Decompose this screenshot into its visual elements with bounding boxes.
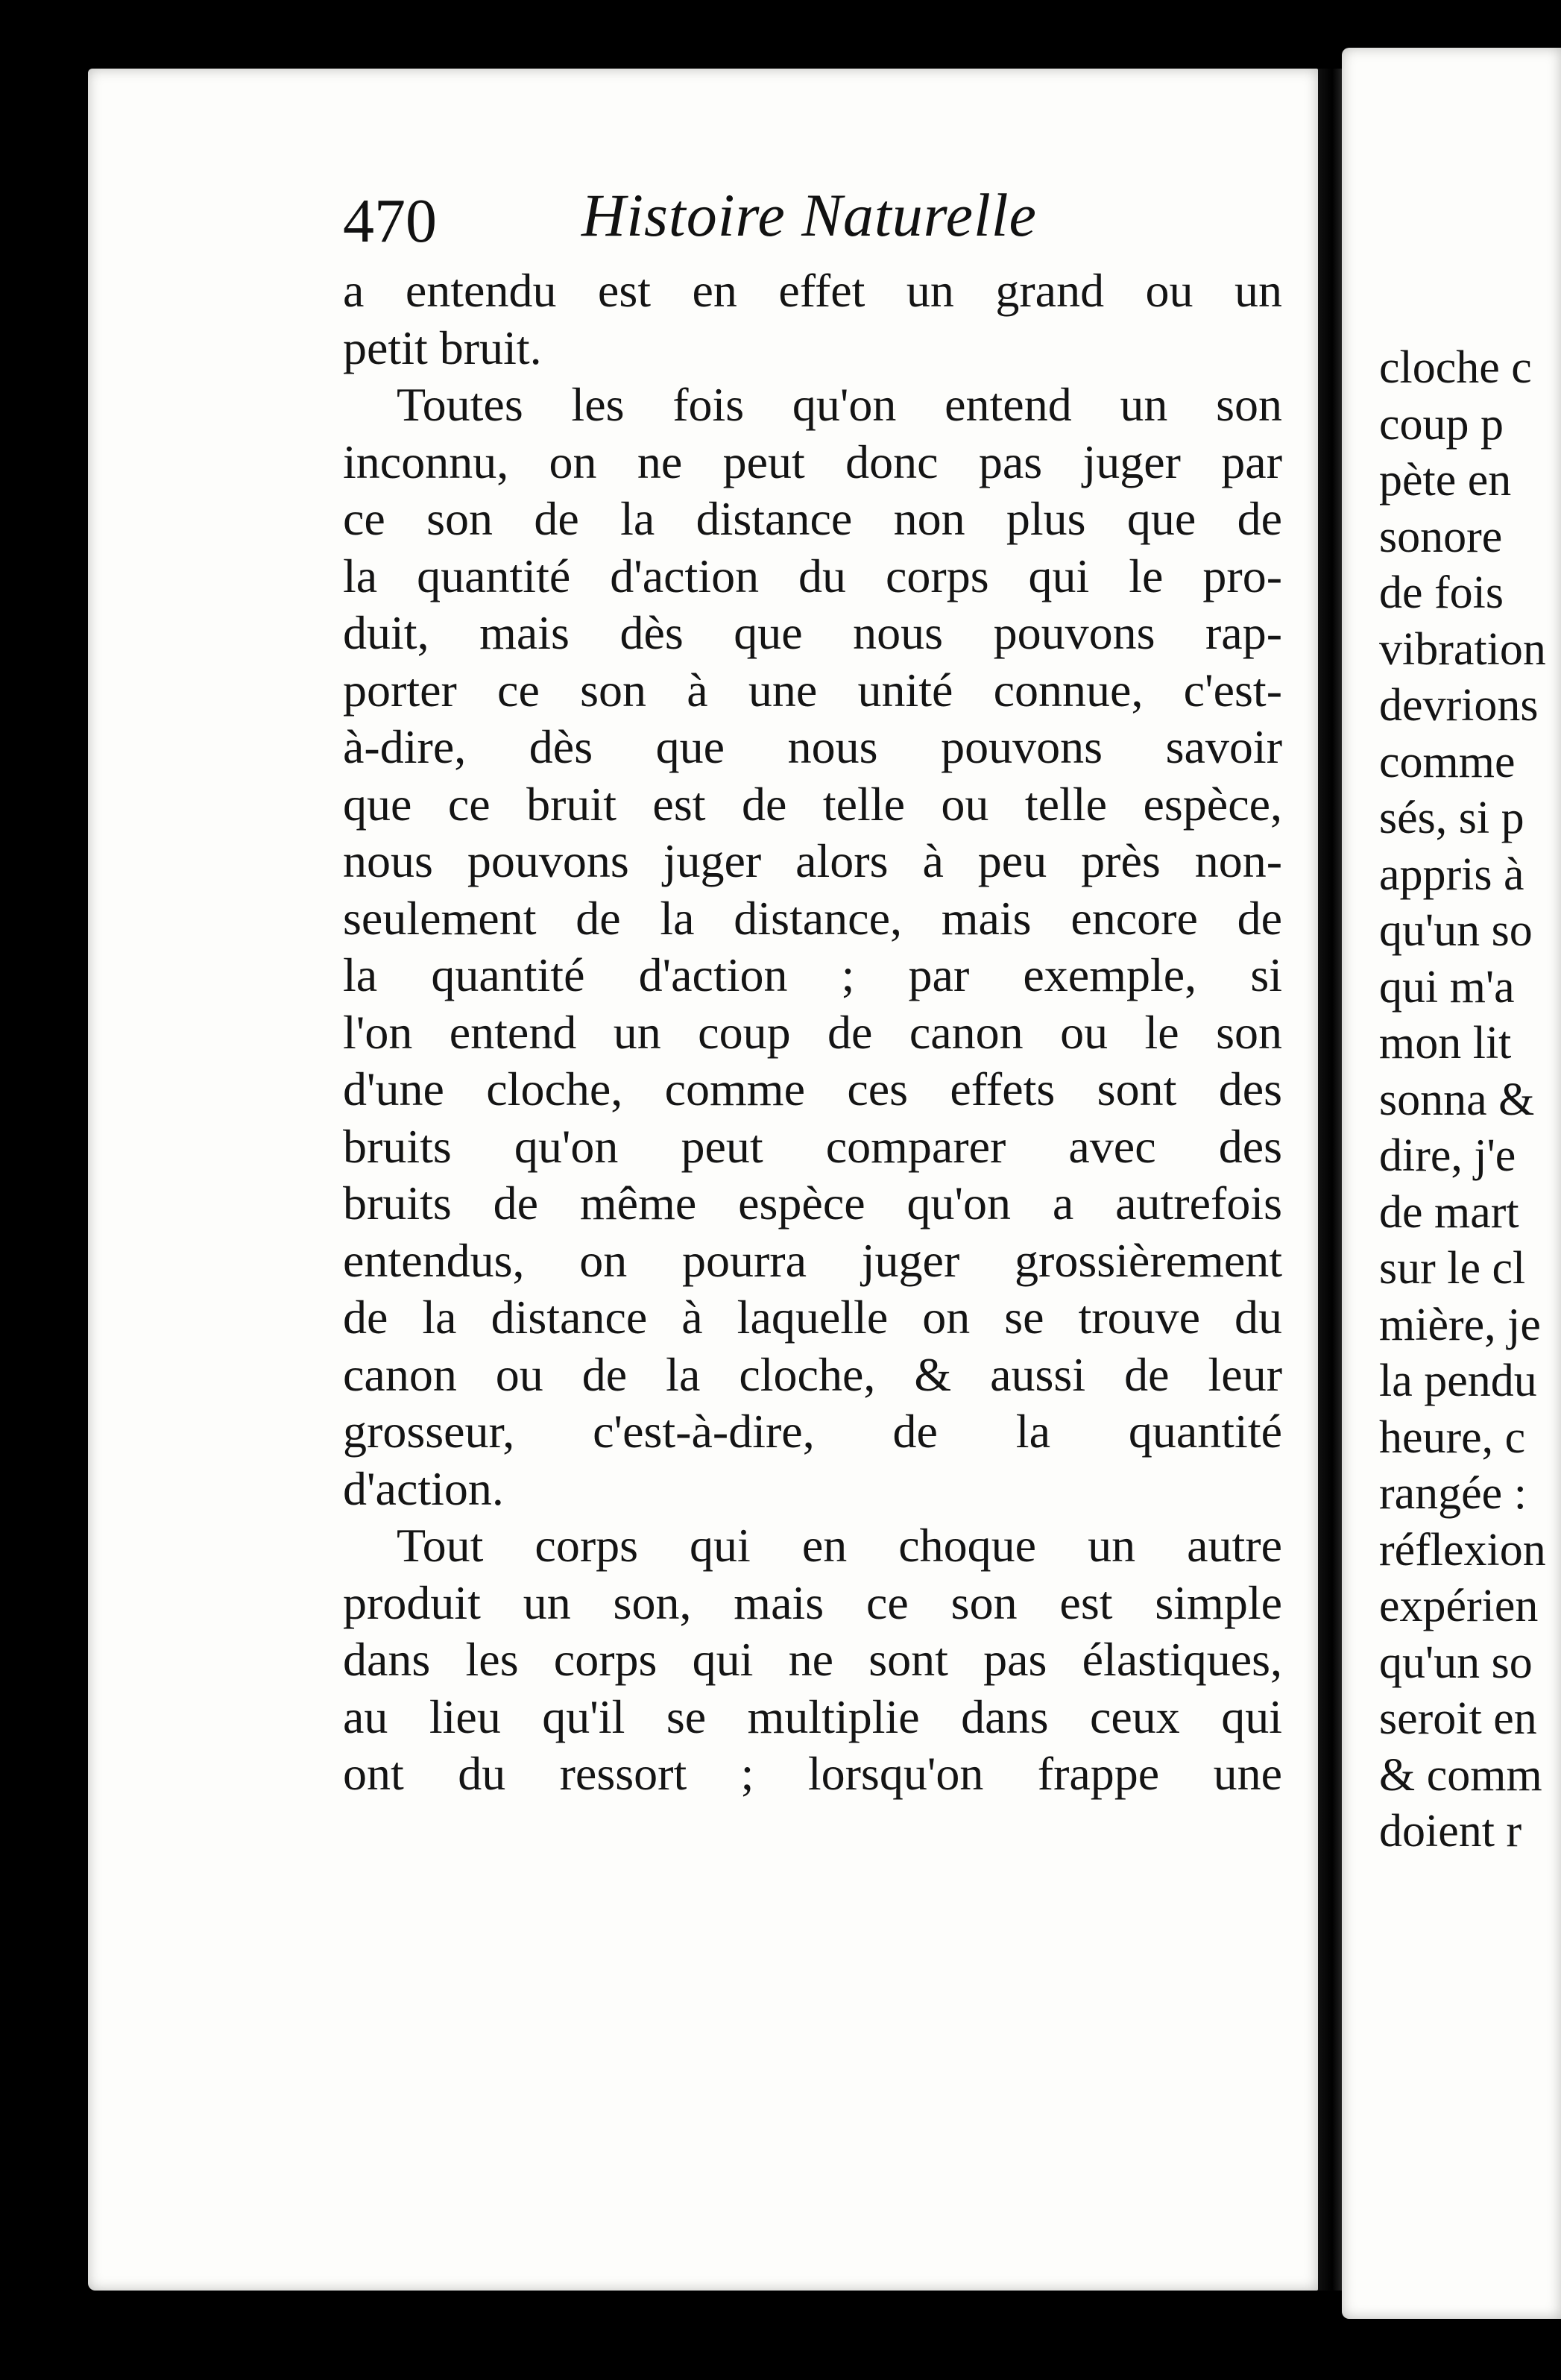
text-line: de la distance à laquelle on se trouve du (343, 1291, 1282, 1344)
text-line: à-dire, dès que nous pouvons savoir (343, 720, 1282, 773)
right-text-line: rangée : (1379, 1468, 1527, 1519)
text-line: inconnu, on ne peut donc pas juger par (343, 435, 1282, 488)
text-line: que ce bruit est de telle ou telle espèce, (343, 777, 1282, 831)
right-text-line: réflexion (1379, 1524, 1546, 1575)
right-text-line: expérien (1379, 1581, 1539, 1631)
text-line: nous pouvons juger alors à peu près non- (343, 834, 1282, 887)
right-text-line: seroit en (1379, 1693, 1537, 1744)
text-line: Tout corps qui en choque un autre (397, 1519, 1282, 1572)
text-line: grosseur, c'est-à-dire, de la quantité (343, 1405, 1282, 1458)
right-text-line: sés, si p (1379, 793, 1524, 843)
right-text-line: appris à (1379, 849, 1524, 900)
text-line: duit, mais dès que nous pouvons rap- (343, 606, 1282, 659)
right-text-line: dire, j'e (1379, 1130, 1516, 1181)
text-line: ont du ressort ; lorsqu'on frappe une (343, 1747, 1282, 1800)
running-head: Histoire Naturelle (581, 181, 1037, 249)
text-line: petit bruit. (343, 321, 542, 374)
right-text-line: cloche c (1379, 342, 1532, 393)
text-line: la quantité d'action ; par exemple, si (343, 948, 1282, 1001)
right-text-line: la pendu (1379, 1356, 1537, 1406)
text-line: seulement de la distance, mais encore de (343, 891, 1282, 945)
text-line: ce son de la distance non plus que de (343, 492, 1282, 545)
body-text (343, 262, 1282, 1803)
right-text-line: qu'un so (1379, 1637, 1533, 1688)
right-text-line: mon lit (1379, 1018, 1512, 1068)
text-line: Toutes les fois qu'on entend un son (397, 378, 1282, 431)
right-text-line: & comm (1379, 1749, 1542, 1801)
right-text-line: mière, je (1379, 1299, 1541, 1350)
text-line: au lieu qu'il se multiplie dans ceux qui (343, 1690, 1282, 1743)
right-text-line: qu'un so (1379, 905, 1533, 956)
right-text-line: sur le cl (1379, 1243, 1526, 1294)
page-number: 470 (343, 186, 437, 256)
text-line: bruits qu'on peut comparer avec des (343, 1119, 1282, 1173)
right-text-line: coup p (1379, 398, 1504, 450)
right-text-line: qui m'a (1379, 961, 1515, 1013)
text-line: a entendu est en effet un grand ou un (343, 264, 1282, 317)
page-header (343, 181, 1088, 267)
text-line: dans les corps qui ne sont pas élastiques, (343, 1633, 1282, 1686)
right-text-line: sonna & (1379, 1074, 1535, 1125)
right-text-line: de fois (1379, 567, 1504, 618)
text-line: produit un son, mais ce son est simple (343, 1575, 1282, 1629)
right-text-line: comme (1379, 736, 1516, 787)
text-line: d'action. (343, 1461, 504, 1515)
right-text-line: vibration (1379, 623, 1546, 675)
text-line: bruits de même espèce qu'on a autrefois (343, 1177, 1282, 1230)
text-line: la quantité d'action du corps qui le pro- (343, 549, 1282, 602)
right-text-line: sonore (1379, 511, 1503, 562)
text-line: l'on entend un coup de canon ou le son (343, 1005, 1282, 1059)
right-text-line: de mart (1379, 1186, 1519, 1238)
right-text-line: heure, c (1379, 1411, 1526, 1463)
text-line: canon ou de la cloche, & aussi de leur (343, 1347, 1282, 1401)
right-text-line: doient r (1379, 1806, 1522, 1857)
right-text-line: pète en (1379, 455, 1512, 506)
text-line: entendus, on pourra juger grossièrement (343, 1233, 1282, 1287)
book-gutter (1318, 69, 1342, 2291)
right-book-page (1342, 48, 1561, 2319)
right-page-text (1379, 340, 1561, 1860)
text-line: porter ce son à une unité connue, c'est- (343, 663, 1282, 717)
right-text-line: devrions (1379, 680, 1539, 731)
text-line: d'une cloche, comme ces effets sont des (343, 1062, 1282, 1115)
